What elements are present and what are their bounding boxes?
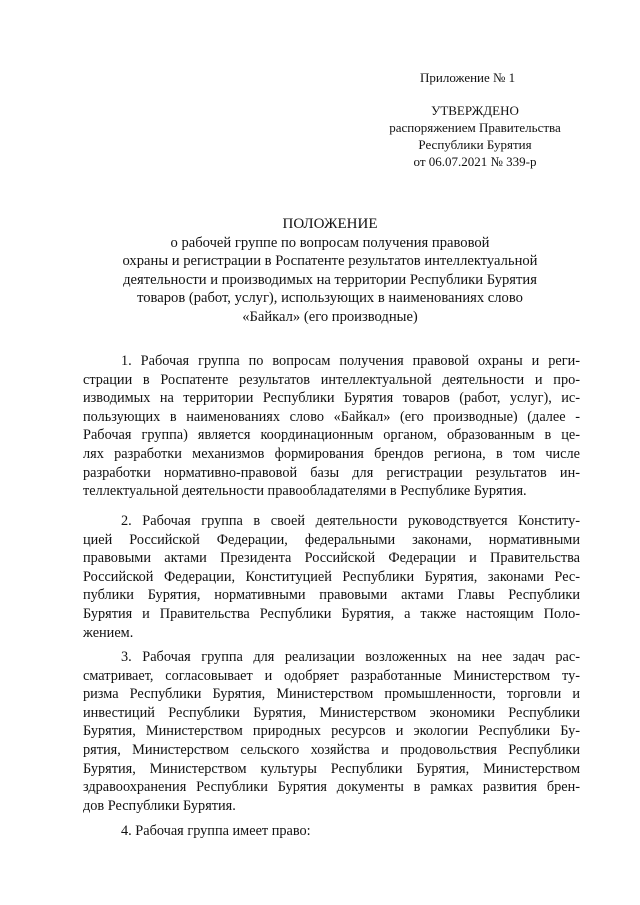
paragraph-line: лях разработки механизмов формирования брендов региона, в том числе xyxy=(83,445,580,462)
title-line: товаров (работ, услуг), использующих в наименованиях слово xyxy=(137,290,523,307)
paragraph-line: ризма Республики Бурятия, Министерством промышленности, торговли и xyxy=(83,686,580,703)
paragraph-line: 1. Рабочая группа по вопросам получения правовой охраны и реги- xyxy=(121,353,580,369)
paragraph-line: Бурятия, Министерством культуры Республики Бурятия, Министерством xyxy=(83,760,580,777)
title-heading: ПОЛОЖЕНИЕ xyxy=(282,216,378,232)
title-line: о рабочей группе по вопросам получения правовой xyxy=(170,234,490,251)
paragraph-4 xyxy=(83,822,580,841)
paragraph-line: цией Российской Федерации, федеральными законами, нормативными xyxy=(83,531,580,548)
paragraph-line: публики Бурятия, нормативными правовыми актами Главы Республики xyxy=(83,587,580,604)
document-title xyxy=(60,215,600,327)
paragraph-line: теллектуальной деятельности правообладателями в Республике Бурятия. xyxy=(83,483,527,500)
title-line: деятельности и производимых на территории Республики Бурятия xyxy=(123,271,537,288)
paragraph-line: инвестиций Республики Бурятия, Министерством экономики Республики xyxy=(83,704,580,721)
approval-stamp xyxy=(370,102,580,170)
paragraph-line: 3. Рабочая группа для реализации возложенных на нее задач рас- xyxy=(121,649,580,665)
paragraph-line: разработки нормативно-правовой базы для регистрации результатов ин- xyxy=(83,464,580,481)
approval-line-2: Республики Бурятия xyxy=(418,137,532,152)
paragraph-2 xyxy=(83,512,580,642)
paragraph-line: правовыми актами Президента Российской Федерации и Правительства xyxy=(83,550,580,567)
appendix-number: Приложение № 1 xyxy=(420,70,516,85)
paragraph-line: 2. Рабочая группа в своей деятельности руководствуется Конститу- xyxy=(121,513,580,529)
paragraph-line: Бурятия, Министерством природных ресурсов и экологии Республики Бу- xyxy=(83,723,580,740)
paragraph-line: 4. Рабочая группа имеет право: xyxy=(121,823,311,839)
paragraph-line: рятия, Министерством сельского хозяйства и продовольствия Республики xyxy=(83,741,580,758)
approval-line-1: распоряжением Правительства xyxy=(389,120,561,135)
paragraph-1 xyxy=(83,352,580,501)
paragraph-line: Российской Федерации, Конституцией Республики Бурятия, законами Рес- xyxy=(83,568,580,585)
paragraph-line: Рабочая группа) является координационным органом, образованным в це- xyxy=(83,427,580,444)
paragraph-line: Бурятия и Правительства Республики Бурятия, а также настоящим Поло- xyxy=(83,605,580,622)
title-line: охраны и регистрации в Роспатенте результатов интеллектуальной xyxy=(122,253,538,270)
paragraph-line: пользующих в наименованиях слово «Байкал» (его производные) (далее - xyxy=(83,408,580,425)
paragraph-3 xyxy=(83,648,580,815)
paragraph-line: жением. xyxy=(83,624,134,641)
paragraph-line: изводимых на территории Республики Бурятия товаров (работ, услуг), ис- xyxy=(83,390,580,407)
paragraph-line: здравоохранения Республики Бурятия документы в рамках развития брен- xyxy=(83,779,580,796)
paragraph-line: страции в Роспатенте результатов интеллектуальной деятельности и про- xyxy=(83,371,580,388)
paragraph-line: сматривает, согласовывает и одобряет разработанные Министерством ту- xyxy=(83,667,580,684)
paragraph-line: дов Республики Бурятия. xyxy=(83,797,236,814)
approved-label: УТВЕРЖДЕНО xyxy=(431,103,519,118)
approval-date-line: от 06.07.2021 № 339-р xyxy=(413,154,537,169)
title-line: «Байкал» (его производные) xyxy=(242,308,418,325)
